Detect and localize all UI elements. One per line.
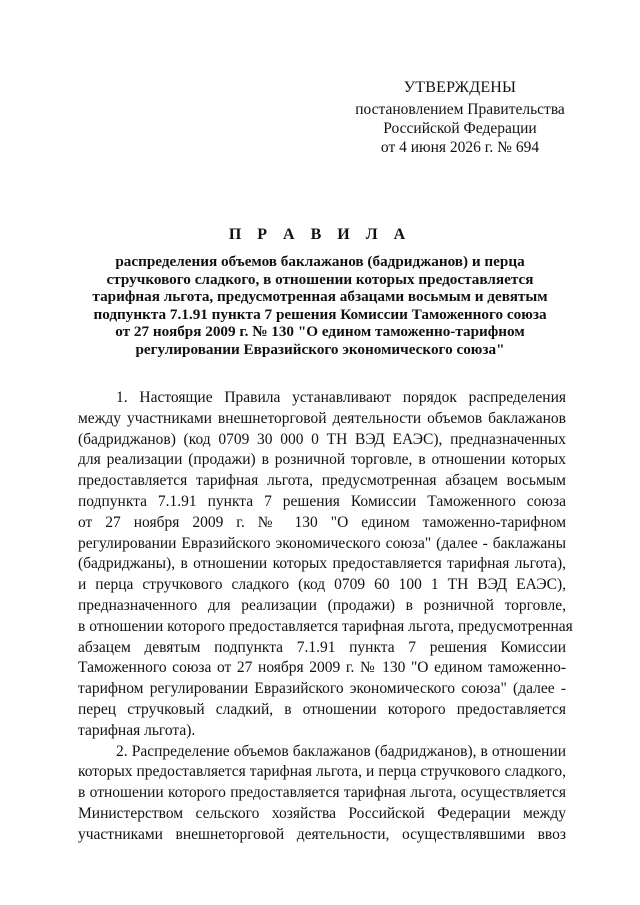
approval-line: от 4 июня 2026 г. № 694 — [380, 139, 540, 156]
body-line: тарифном регулировании Евразийского экономического союза" (далее - — [78, 680, 566, 698]
body-line: 2. Распределение объемов баклажанов (бадриджанов), в отношении — [116, 742, 566, 760]
body-line: (бадриджанов) (код 0709 30 000 0 ТН ВЭД ЕАЭС), предназначенных — [78, 430, 566, 448]
body-line: и перца стручкового сладкого (код 0709 60 100 1 ТН ВЭД ЕАЭС), — [78, 576, 566, 594]
body-line: (бадриджаны), в отношении которых предоставляется тарифная льгота), — [78, 555, 566, 573]
body-line: которых предоставляется тарифная льгота, и перца стручкового сладкого, — [78, 763, 566, 781]
paragraph-1 — [78, 388, 573, 742]
body-line: в отношении которого предоставляется тарифная льгота, предусмотренная — [78, 617, 573, 635]
body-line: 1. Настоящие Правила устанавливают порядок распределения — [116, 389, 566, 406]
body-line: предоставляется тарифная льгота, предусмотренная абзацем восьмым — [78, 472, 566, 490]
body-line: перец стручковый сладкий, в отношении которого предоставляется — [78, 700, 566, 718]
paragraph-2 — [78, 742, 566, 846]
title-word: П Р А В И Л А — [228, 226, 412, 243]
body-line: Таможенного союза от 27 ноября 2009 г. № 130 "О едином таможенно- — [78, 659, 566, 677]
approval-line: Российской Федерации — [383, 120, 537, 137]
subtitle-line: от 27 ноября 2009 г. № 130 "О едином таможенно-тарифном — [115, 323, 525, 341]
body-line: предназначенного для реализации (продажи) в розничной торговле, — [78, 596, 566, 614]
subtitle-line: стручкового сладкого, в отношении которых предоставляется — [106, 270, 534, 288]
body-line: абзацем девятым подпункта 7.1.91 пункта 7 решения Комиссии — [78, 638, 566, 656]
approval-stamp — [340, 78, 580, 157]
body-line: между участниками внешнеторговой деятельности объемов баклажанов — [78, 409, 566, 427]
body-line: регулировании Евразийского экономического союза" (далее - баклажаны — [78, 534, 566, 552]
body-line: участниками внешнеторговой деятельности, осуществлявшими ввоз — [78, 825, 566, 843]
subtitle-line: распределения объемов баклажанов (бадриджанов) и перца — [115, 253, 525, 270]
body-line: Министерством сельского хозяйства Российской Федерации между — [78, 804, 566, 822]
body-line: тарифная льгота). — [78, 721, 196, 739]
approval-line: постановлением Правительства — [355, 101, 565, 118]
body-line: подпункта 7.1.91 пункта 7 решения Комиссии Таможенного союза — [78, 492, 566, 510]
document-title — [70, 226, 570, 359]
body-line: для реализации (продажи) в розничной торговле, в отношении которых — [78, 451, 566, 469]
subtitle-line: подпункта 7.1.91 пункта 7 решения Комиссии Таможенного союза — [93, 305, 547, 323]
approval-heading: УТВЕРЖДЕНЫ — [403, 79, 517, 96]
subtitle-line: регулировании Евразийского экономического союза" — [135, 340, 505, 358]
subtitle-line: тарифная льгота, предусмотренная абзацами восьмым и девятым — [92, 288, 548, 306]
body-line: от 27 ноября 2009 г. № 130 "О едином таможенно-тарифном — [78, 513, 566, 531]
body-line: в отношении которого предоставляется тарифная льгота, осуществляется — [78, 784, 566, 802]
document-body — [78, 388, 573, 846]
